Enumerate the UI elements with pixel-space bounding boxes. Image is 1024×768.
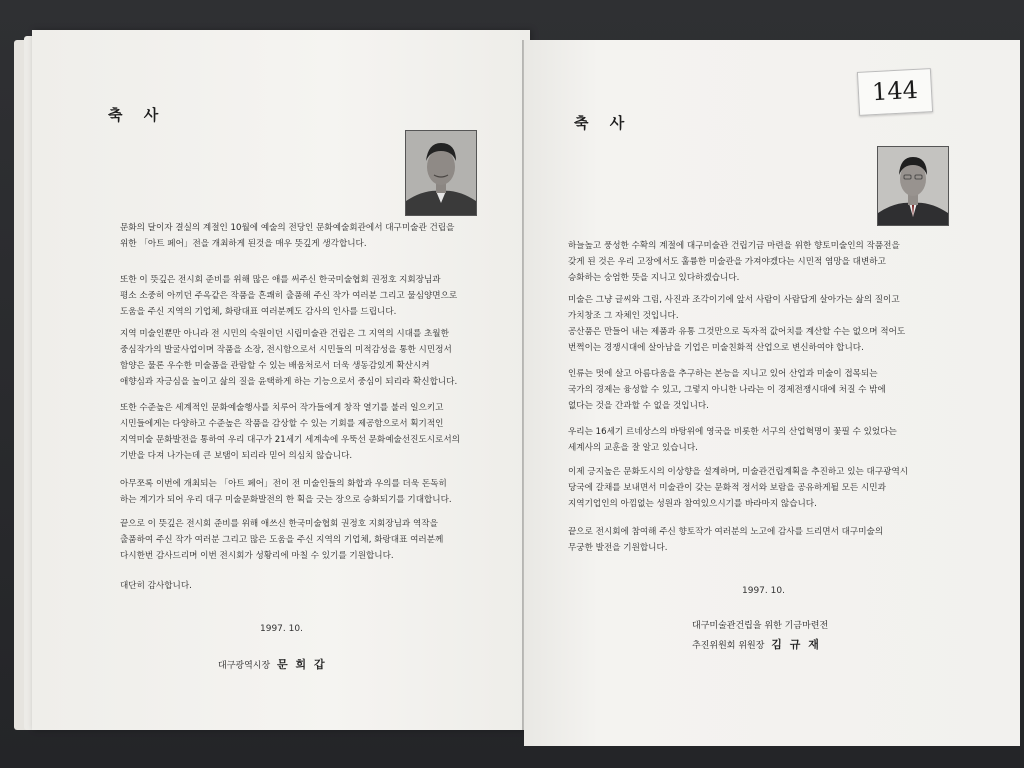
left-paragraph-2: 또한 이 뜻깊은 전시회 준비를 위해 많은 애를 써주신 한국미술협회 권정호 지회장님과 평소 소중히 아끼던 주옥같은 작품을 흔쾌히 출품해 주신 작가 여러분 그리고 물심양면으로 도움을 주신 지역의 기업체, 화랑대표 여러분께도 감사의 인사를 드립니다. bbox=[120, 275, 458, 317]
left-paragraph-3: 지역 미술인뿐만 아니라 전 시민의 숙원이던 시립미술관 건립은 그 지역의 시대를 초월한 중심작가의 발굴사업이며 작품을 소장, 전시함으로서 시민들의 미적감성을 통한 시민정서 함양은 물론 우수한 미술품을 관람할 수 있는 배움처로서 더욱 생동감있게 확산시켜 애향심과 자긍심을 높이고 삶의 질을 윤택하게 하는 기능으로서 중심이 되리라 확신합니다. bbox=[120, 329, 458, 387]
right-paragraph-2: 미술은 그냥 글씨와 그림, 사진과 조각이기에 앞서 사람이 사람답게 살아가는 삶의 질이고 가치창조 그 자체인 것입니다. 공산품은 만들어 내는 제품과 유통 그것만으로 독자적 값어치를 계산할 수는 없으며 적어도 번쩍이는 경쟁시대에 살아남을 기업은 미술친화적 산업으로 변신하여야 합니다. bbox=[568, 295, 906, 353]
right-paragraph-1: 하늘높고 풍성한 수확의 계절에 대구미술관 건립기금 마련을 위한 향토미술인의 작품전을 갖게 된 것은 우리 고장에서도 훌륭한 미술관을 가져야겠다는 시민적 염망을 대변하고 승화하는 숭엄한 뜻을 지니고 있다하겠습니다. bbox=[568, 241, 900, 283]
left-signature-title: 대구광역시장 bbox=[218, 661, 271, 671]
right-signature-title: 추진위원회 위원장 bbox=[692, 641, 765, 651]
right-paragraph-6: 끝으로 전시회에 참여해 주신 향토작가 여러분의 노고에 감사를 드리면서 대구미술의 무궁한 발전을 기원합니다. bbox=[568, 527, 884, 553]
portrait-photo-mayor bbox=[405, 130, 477, 216]
page-number-tag: 144 bbox=[857, 68, 933, 116]
left-page-title: 축 사 bbox=[108, 106, 167, 124]
right-signature-line1: 대구미술관건립을 위한 기금마련전 bbox=[692, 621, 829, 631]
right-paragraph-4: 우리는 16세기 르네상스의 바탕위에 영국을 비롯한 서구의 산업혁명이 꽃필 수 있었다는 세계사의 교훈을 잘 알고 있습니다. bbox=[568, 427, 897, 453]
left-paragraph-7: 대단히 감사합니다. bbox=[120, 581, 192, 591]
left-page bbox=[32, 30, 530, 730]
left-signature bbox=[218, 656, 327, 672]
right-page bbox=[524, 40, 1020, 746]
left-paragraph-1: 문화의 달이자 결실의 계절인 10월에 예술의 전당인 문화예술회관에서 대구미술관 건립을 위한 「아트 페어」전을 개최하게 된것을 매우 뜻깊게 생각합니다. bbox=[120, 223, 455, 249]
left-paragraph-6: 끝으로 이 뜻깊은 전시회 준비를 위해 애쓰신 한국미술협회 권정호 지회장님과 역작을 출품하여 주신 작가 여러분 그리고 많은 도움을 주신 지역의 기업체, 화랑대표 여러분께 다시한번 감사드리며 이번 전시회가 성황리에 마칠 수 있기를 기원합니다. bbox=[120, 519, 444, 561]
portrait-photo-chairman bbox=[877, 146, 949, 226]
left-paragraph-4: 또한 수준높은 세계적인 문화예술행사를 치루어 작가들에게 창작 열기를 불러 일으키고 시민들에게는 다양하고 수준높은 작품을 감상할 수 있는 기회를 제공함으로서 획기적인 지역미술 문화발전을 통하여 우리 대구가 21세기 세계속에 우뚝선 문화예술선진도시로서의 기반을 다져 나가는데 큰 보탬이 되리라 믿어 의심치 않습니다. bbox=[120, 403, 460, 461]
right-paragraph-5: 이제 긍지높은 문화도시의 이상향을 설계하며, 미술관건립계획을 추진하고 있는 대구광역시 당국에 갈채를 보내면서 미술관이 갖는 문화적 정서와 보람을 공유하게될 모든 시민과 지역기업인의 아낌없는 성원과 참여있으시기를 바라마지 않습니다. bbox=[568, 467, 909, 509]
left-paragraph-5: 아무쪼록 이번에 개최되는 「아트 페어」전이 전 미술인들의 화합과 우의를 더욱 돈독히 하는 계기가 되어 우리 대구 미술문화발전의 한 획을 긋는 장으로 승화되기를 기대합니다. bbox=[120, 479, 452, 505]
right-signature-name: 김 규 재 bbox=[771, 638, 821, 651]
right-date: 1997. 10. bbox=[742, 586, 785, 596]
right-paragraph-3: 인류는 멋에 살고 아름다움을 추구하는 본능을 지니고 있어 산업과 미술이 접목되는 국가의 경제는 융성할 수 있고, 그렇지 아니한 나라는 이 경제전쟁시대에 처질 수 밖에 없다는 것을 간과할 수 없을 것입니다. bbox=[568, 369, 886, 411]
right-signature bbox=[692, 636, 821, 652]
right-page-title: 축 사 bbox=[574, 114, 633, 132]
left-date: 1997. 10. bbox=[260, 624, 303, 634]
left-signature-name: 문 희 갑 bbox=[277, 658, 327, 671]
